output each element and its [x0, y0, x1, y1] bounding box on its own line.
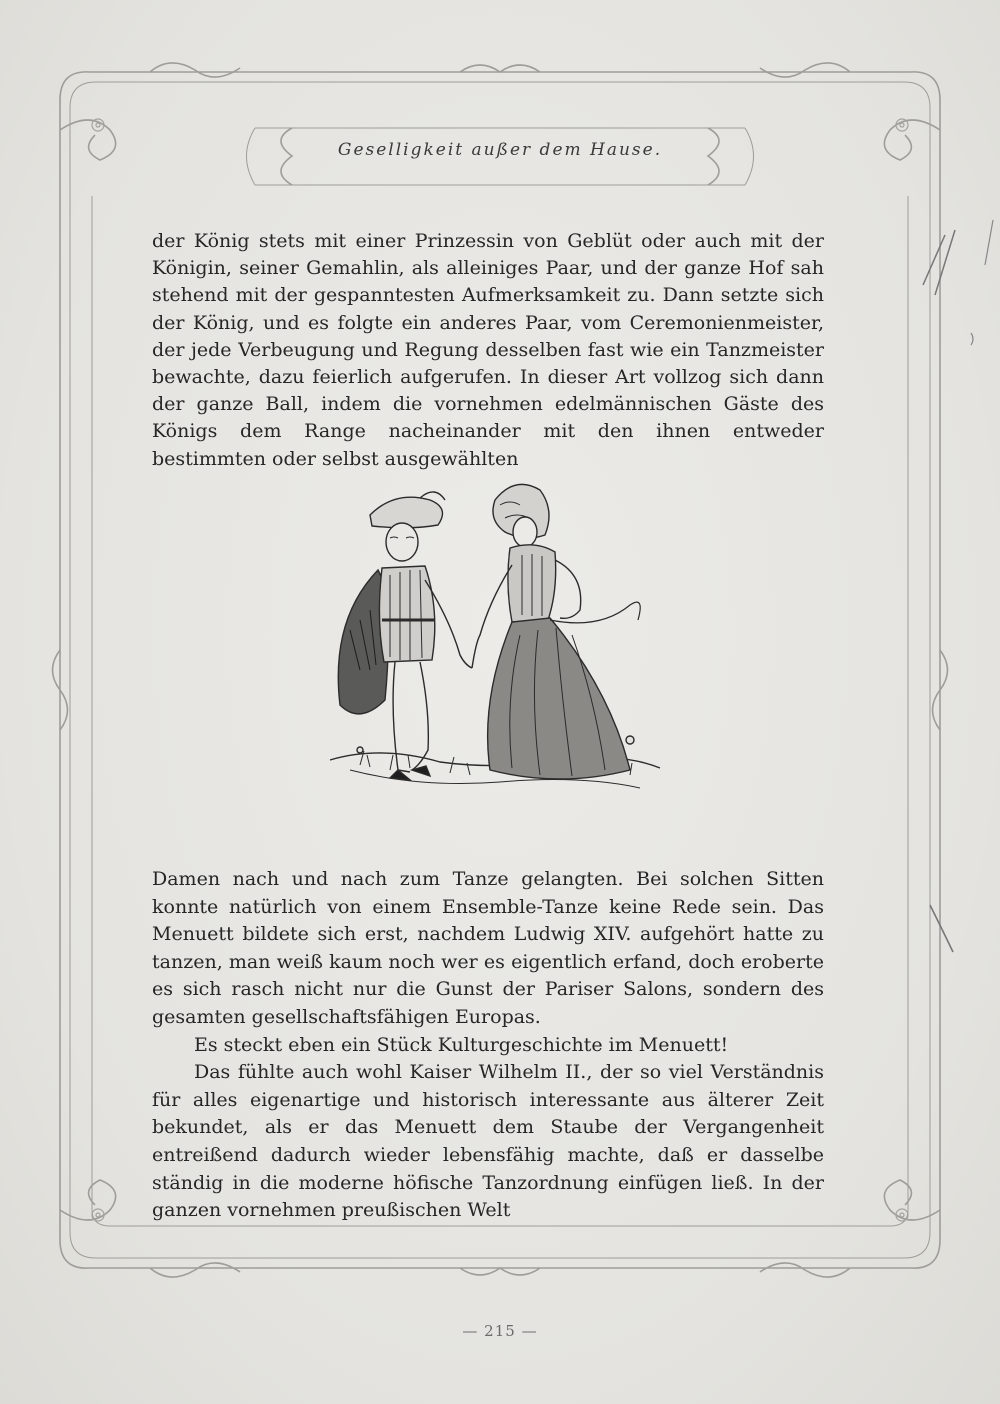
- paragraph-bottom: Damen nach und nach zum Tanze gelangten. Bei solchen Sitten konnte natürlich von einem Ensemble-Tanze keine Rede sein. Das Menuett bildete sich erst, nachdem Ludwig XIV. aufgehört hatte zu tanzen, man weiß kaum noch wer es eigentlich erfand, doch eroberte es sich rasch nicht nur die Gunst der Pariser Salons, sondern des gesamten gesellschaftsfähigen Europas.: [152, 868, 824, 1028]
- engraving-dancing-couple: [300, 470, 700, 830]
- page-number: — 215 —: [462, 1322, 538, 1340]
- running-title: Geselligkeit außer dem Hause.: [337, 140, 663, 160]
- paragraph-top: der König stets mit einer Prinzessin von Geblüt oder auch mit der Königin, seiner Gemahlin, als alleiniges Paar, und der ganze Hof sah stehend mit der gespanntesten Aufmerksamkeit zu. Dann setzte sich der König, und es folgte ein anderes Paar, vom Ceremonienmeister, der jede Verbeugung und Regung desselben fast wie ein Tanzmeister bewachte, dazu feierlich aufgerufen. In dieser Art vollzog sich dann der ganze Ball, indem die vornehmen edelmännischen Gäste des Königs dem Range nacheinander mit den ihnen entweder bestimmten oder selbst ausgewählten: [152, 230, 824, 470]
- paragraph-indent-1: Es steckt eben ein Stück Kulturgeschichte im Menuett!: [194, 1033, 729, 1056]
- paragraph-bottom-block: [152, 866, 824, 1225]
- pencil-mark: [925, 900, 965, 960]
- pencil-mark: [915, 215, 995, 375]
- paragraph-indent-2: Das fühlte auch wohl Kaiser Wilhelm II., der so viel Verständnis für alles eigenartige und historisch interessante aus älterer Zeit bekundet, als er das Menuett dem Staube der Vergangenheit entreißend dadurch wieder lebensfähig machte, daß er dasselbe ständig in die moderne höfische Tanzordnung einfügen ließ. In der ganzen vornehmen preußischen Welt: [152, 1061, 824, 1222]
